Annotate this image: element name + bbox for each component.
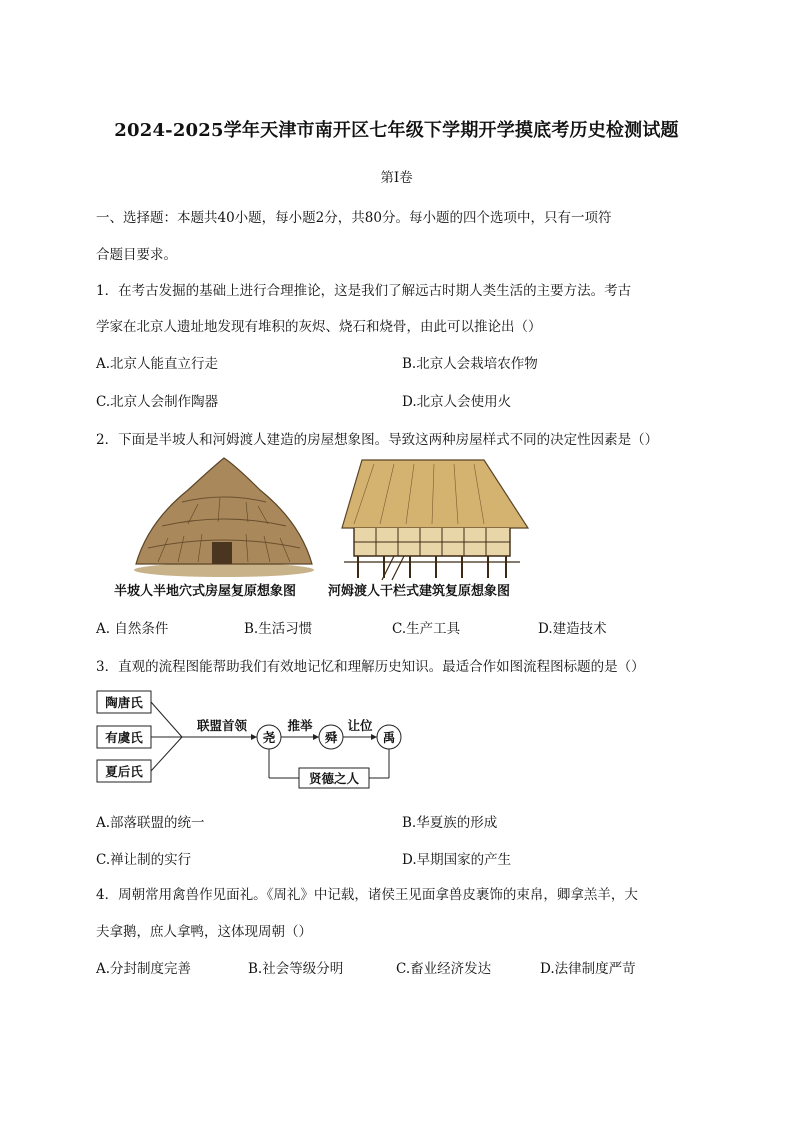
tribe-taotang: 陶唐氏 [105,696,143,710]
tribe-youyu: 有虞氏 [105,731,143,745]
q3-option-d: D.早期国家的产生 [402,852,512,868]
q3-option-a: A.部落联盟的统一 [96,815,205,831]
edge-label-leader: 联盟首领 [196,719,248,733]
q2-option-d: D.建造技术 [538,621,607,637]
q4-option-b: B.社会等级分明 [248,961,344,977]
q3-flowchart [94,688,414,792]
section-instruction-line2: 合题目要求。 [96,247,177,263]
q2-option-c: C.生产工具 [392,621,461,637]
q4-option-c: C.畜业经济发达 [396,961,492,977]
q3-option-b: B.华夏族的形成 [402,815,498,831]
q4-option-d: D.法律制度严苛 [540,961,636,977]
q3-stem: 3．直观的流程图能帮助我们有效地记忆和理解历史知识。最适合作如图流程图标题的是（） [96,659,645,675]
node-shun: 舜 [324,731,338,745]
q1-option-b: B.北京人会栽培农作物 [402,356,538,372]
q2-option-a: A. 自然条件 [96,621,169,637]
section-instruction-line1: 一、选择题：本题共40小题，每小题2分，共80分。每小题的四个选项中，只有一项符 [96,210,612,226]
q2-caption-left: 半坡人半地穴式房屋复原想象图 [114,584,297,599]
q2-stem: 2．下面是半坡人和河姆渡人建造的房屋想象图。导致这两种房屋样式不同的决定性因素是（） [96,432,659,448]
q1-option-d: D.北京人会使用火 [402,394,512,410]
virtuous-person-box: 贤德之人 [308,772,360,786]
volume-label: 第I卷 [380,170,413,186]
q1-stem-line1: 1．在考古发掘的基础上进行合理推论，这是我们了解远古时期人类生活的主要方法。考古 [96,283,632,299]
hemudu-house-illustration [334,458,530,582]
q1-option-c: C.北京人会制作陶器 [96,394,219,410]
edge-label-elect: 推举 [287,719,313,733]
tribe-xiahou: 夏后氏 [105,765,143,779]
q3-option-c: C.禅让制的实行 [96,852,192,868]
q1-stem-line2: 学家在北京人遗址地发现有堆积的灰烬、烧石和烧骨，由此可以推论出（） [96,319,542,335]
node-yao: 尧 [262,731,276,745]
q2-option-b: B.生活习惯 [244,621,313,637]
q4-stem-line2: 夫拿鹅，庶人拿鸭，这体现周朝（） [96,924,312,940]
q2-caption-right: 河姆渡人干栏式建筑复原想象图 [328,584,511,599]
q1-option-a: A.北京人能直立行走 [96,356,219,372]
edge-label-abdicate: 让位 [347,719,373,733]
node-yu: 禹 [382,731,396,745]
banpo-house-illustration [128,452,320,580]
q4-stem-line1: 4．周朝常用禽兽作见面礼。《周礼》中记载，诸侯王见面拿兽皮裹饰的束帛，卿拿羔羊，大 [96,887,638,903]
page-title: 2024-2025学年天津市南开区七年级下学期开学摸底考历史检测试题 [114,120,679,141]
q4-option-a: A.分封制度完善 [96,961,192,977]
